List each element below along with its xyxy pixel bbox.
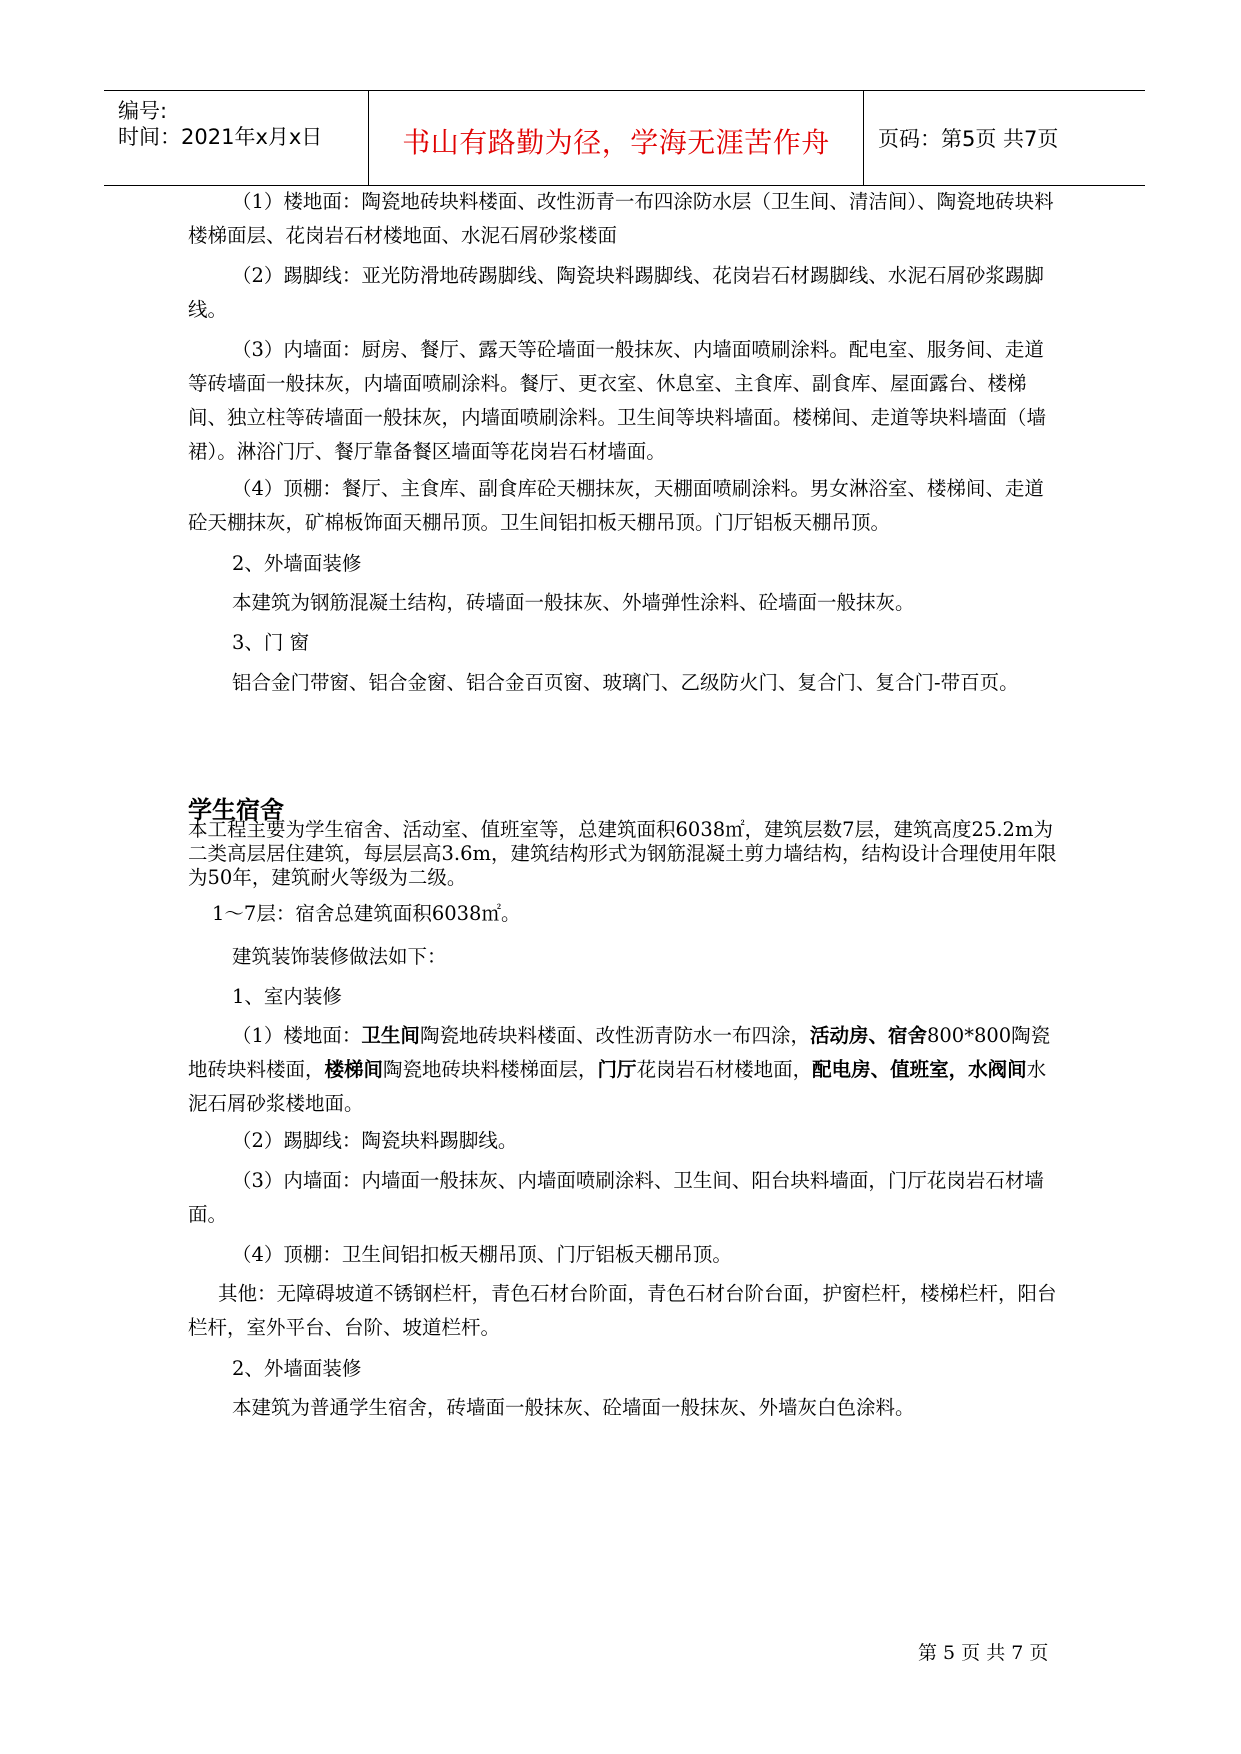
paragraph-dorm-intro: 本工程主要为学生宿舍、活动室、值班室等，总建筑面积6038㎡，建筑层数7层，建筑高度25.2m为二类高层居住建筑，每层层高3.6m，建筑结构形式为钢筋混凝土剪力墙结构，结构设计合理使用年限为50年，建筑耐火等级为二级。	[188, 818, 1057, 889]
room-restroom: 卫生间	[361, 1024, 420, 1047]
paragraph-skirting: （2）踢脚线：亚光防滑地砖踢脚线、陶瓷块料踢脚线、花岗岩石材踢脚线、水泥石屑砂浆踢脚线。	[188, 264, 1044, 321]
header-page-label: 页码：第5页 共7页	[878, 127, 1059, 151]
floor-text-4: 花岗岩石材楼地面，	[636, 1058, 813, 1081]
room-utility: 配电房、值班室，水阀间	[812, 1058, 1027, 1081]
room-stairwell: 楼梯间	[324, 1058, 384, 1081]
paragraph-dorm-floor	[188, 1019, 1058, 1121]
paragraph-dorm-method: 建筑装饰装修做法如下：	[232, 945, 447, 968]
document-number-label: 编号:	[118, 99, 168, 123]
header-motto: 书山有路勤为径，学海无涯苦作舟	[402, 126, 830, 159]
floor-text-1: 陶瓷地砖块料楼面、改性沥青防水一布四涂，	[419, 1024, 810, 1047]
header-middle-cell	[369, 91, 864, 185]
floor-label: （1）楼地面：	[232, 1024, 362, 1047]
room-lobby: 门厅	[597, 1058, 637, 1081]
floor-text-3: 陶瓷地砖块料楼梯面层，	[383, 1058, 598, 1081]
paragraph-inner-wall: （3）内墙面：厨房、餐厅、露天等砼墙面一般抹灰、内墙面喷刷涂料。配电室、服务间、走道等砖墙面一般抹灰，内墙面喷刷涂料。餐厅、更衣室、休息室、主食库、副食库、屋面露台、楼梯间、独立柱等砖墙面一般抹灰，内墙面喷刷涂料。卫生间等块料墙面。楼梯间、走道等块料墙面（墙裙）。淋浴门厅、餐厅靠备餐区墙面等花岗岩石材墙面。	[188, 338, 1047, 463]
paragraph-dorm-ceiling: （4）顶棚：卫生间铝扣板天棚吊顶、门厅铝板天棚吊顶。	[232, 1243, 732, 1266]
paragraph-doors-windows: 铝合金门带窗、铝合金窗、铝合金百页窗、玻璃门、乙级防火门、复合门、复合门-带百页。	[232, 671, 1019, 694]
header-right-cell	[864, 91, 1145, 185]
heading-dorm-interior: 1、室内装修	[232, 985, 342, 1008]
paragraph-ceiling: （4）顶棚：餐厅、主食库、副食库砼天棚抹灰，天棚面喷刷涂料。男女淋浴室、楼梯间、走道砼天棚抹灰，矿棉板饰面天棚吊顶。卫生间铝扣板天棚吊顶。门厅铝板天棚吊顶。	[188, 477, 1044, 534]
header-left-cell	[104, 91, 369, 185]
floor-text-5: 水泥石屑砂浆楼地面。	[188, 1058, 1047, 1115]
heading-dorm-exterior: 2、外墙面装修	[232, 1357, 362, 1380]
paragraph-dorm-inner-wall: （3）内墙面：内墙面一般抹灰、内墙面喷刷涂料、卫生间、阳台块料墙面，门厅花岗岩石材墙面。	[188, 1169, 1044, 1226]
heading-exterior-wall: 2、外墙面装修	[232, 552, 362, 575]
document-time-label: 时间：2021年x月x日	[118, 125, 323, 149]
paragraph-exterior-wall: 本建筑为钢筋混凝土结构，砖墙面一般抹灰、外墙弹性涂料、砼墙面一般抹灰。	[232, 591, 915, 614]
heading-doors-windows: 3、门 窗	[232, 631, 310, 654]
paragraph-floor: （1）楼地面：陶瓷地砖块料楼面、改性沥青一布四涂防水层（卫生间、清洁间）、陶瓷地砖块料楼梯面层、花岗岩石材楼地面、水泥石屑砂浆楼面	[188, 190, 1054, 247]
page-footer: 第 5 页 共 7 页	[918, 1642, 1049, 1664]
floor-text-2: 800*800陶瓷地砖块料楼面，	[188, 1024, 1051, 1081]
paragraph-dorm-exterior: 本建筑为普通学生宿舍，砖墙面一般抹灰、砼墙面一般抹灰、外墙灰白色涂料。	[232, 1396, 915, 1419]
room-activity-dorm: 活动房、宿舍	[809, 1024, 927, 1047]
paragraph-dorm-floors: 1～7层：宿舍总建筑面积6038㎡。	[212, 902, 521, 925]
section-title-dormitory: 学生宿舍	[188, 796, 284, 824]
page-header	[104, 90, 1145, 186]
paragraph-dorm-skirting: （2）踢脚线：陶瓷块料踢脚线。	[232, 1129, 518, 1152]
paragraph-dorm-other: 其他：无障碍坡道不锈钢栏杆，青色石材台阶面，青色石材台阶台面，护窗栏杆，楼梯栏杆，阳台栏杆，室外平台、台阶、坡道栏杆。	[188, 1282, 1057, 1339]
